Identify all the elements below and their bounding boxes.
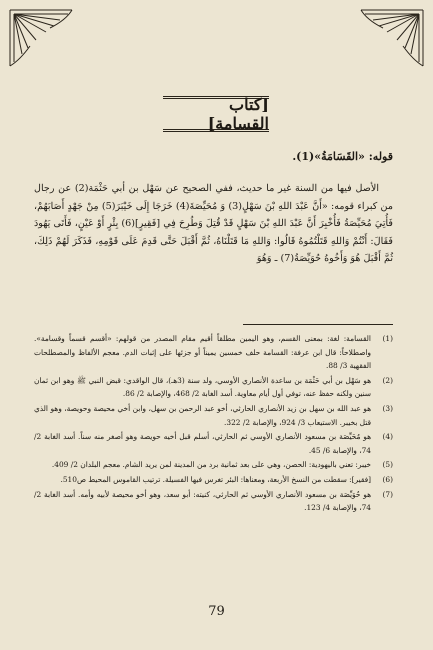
chapter-title: [كتاب القسامة]	[163, 96, 269, 132]
footnote-5	[34, 458, 393, 472]
footnote-number: (4)	[382, 432, 393, 442]
footnotes	[34, 332, 393, 516]
footnote-number: (3)	[382, 403, 393, 413]
corner-ornament-left	[6, 6, 76, 70]
footnote-1	[34, 332, 393, 373]
footnote-3	[34, 402, 393, 429]
footnote-text: [فقير]: سقطت من النسخ الأربعة، ومعناها: البئر تغرس فيها الفسيلة. ترتيب القاموس المحيط ص510.	[60, 474, 371, 484]
footnote-text: هو سَهْل بن أبي حَثْمَة بن ساعدة الأنصاري الأوسي، ولد سنة (3هـ)، قال الواقدي: قبض النبي ﷺ وهو ابن ثمان سنين ولكنه حفظ عنه، توفي أول أيام معاوية. أسد الغابة 2/ 468، والإصابة 2/ 86.	[34, 375, 371, 399]
section-heading: قوله: «القَسَامَةُ»(1).	[292, 150, 393, 163]
footnote-number: (5)	[382, 460, 393, 470]
footnote-text: القسامة: لغة: بمعنى القسم، وهو اليمين مطلقاً أقيم مقام المصدر من قولهم: «أقسم قسماً وقسامة». واصطلاحاً: قال ابن عرفة: القسامة حلف خمسين يميناً أو جزئها على إثبات الدم. معجم الألفاظ والمصطلحات الفقهية 3/ 88.	[34, 334, 371, 371]
footnote-text: هو عبد الله بن سهل بن زيد الأنصاري الحارثي، أخو عبد الرحمن بن سهل، وابن أخي محيصة وحويصة، وهو الذي قتل بخيبر. الاستيعاب 3/ 924، والإصابة 2/ 322.	[34, 403, 371, 427]
body-paragraph: الأصل فيها من السنة غير ما حديث، ففي الصحيح عن سَهْل بن أبي حَثْمَة(2) عن رجال من كبراء قومه: «أَنَّ عَبْدَ اللهِ بْنَ سَهْلٍ(3) وَ مُحَيِّصَةَ(4) خَرَجَا إِلَى خَيْبَرَ(5) مِنْ جَهْدٍ أَصَابَهُمْ، فَأُتِيَ مُحَيِّصَةُ فَأُخْبِرَ أَنَّ عَبْدَ اللهِ بْنَ سَهْلٍ قَدْ قُتِلَ وَطُرِحَ فِي [فَقِيرٍ](6) بِئْرٍ أَوْ عَيْنٍ، فَأَتَى يَهُودَ فَقَالَ: أَنْتُمْ وَاللهِ قَتَلْتُمُوهُ قَالُوا: وَاللهِ مَا قَتَلْنَاهُ، ثُمَّ أَقْبَلَ حَتَّى قَدِمَ عَلَى قَوْمِهِ، فَذَكَرَ لَهُمْ ذَلِكَ، ثُمَّ أَقْبَلَ هُوَ وَأَخُوهُ حُوَيِّصَةُ(7) ـ وَهُوَ	[34, 183, 393, 264]
page-number: 79	[208, 604, 225, 619]
corner-ornament-right	[357, 6, 427, 70]
footnote-6	[34, 473, 393, 487]
footnote-7	[34, 488, 393, 515]
footnote-4	[34, 430, 393, 457]
main-text	[34, 180, 393, 268]
footnote-text: خيبر: تعني باليهودية: الحصن، وهي على بعد ثمانية برد من المدينة لمن يريد الشام. معجم البلدان 2/ 409.	[51, 460, 371, 470]
footnote-text: هو حُوَيِّصَة بن مسعود الأنصاري الأوسي ثم الحارثي، كنيته: أبو سعد، وهو أخو محيصة لأبيه وأمه. أسد الغابة 2/ 74، والإصابة 4/ 123.	[34, 489, 371, 513]
footnote-separator	[243, 324, 393, 325]
footnote-number: (7)	[382, 489, 393, 499]
footnote-number: (6)	[382, 474, 393, 484]
footnote-number: (1)	[382, 334, 393, 343]
footnote-number: (2)	[382, 375, 393, 385]
footnote-2	[34, 374, 393, 401]
footnote-text: هو مُحَيِّصَة بن مسعود الأنصاري الأوسي ثم الحارثي، أسلم قبل أخيه حويصة وهو أصغر منه سناً. أسد الغابة 2/ 74، والإصابة 6/ 45.	[34, 432, 371, 455]
